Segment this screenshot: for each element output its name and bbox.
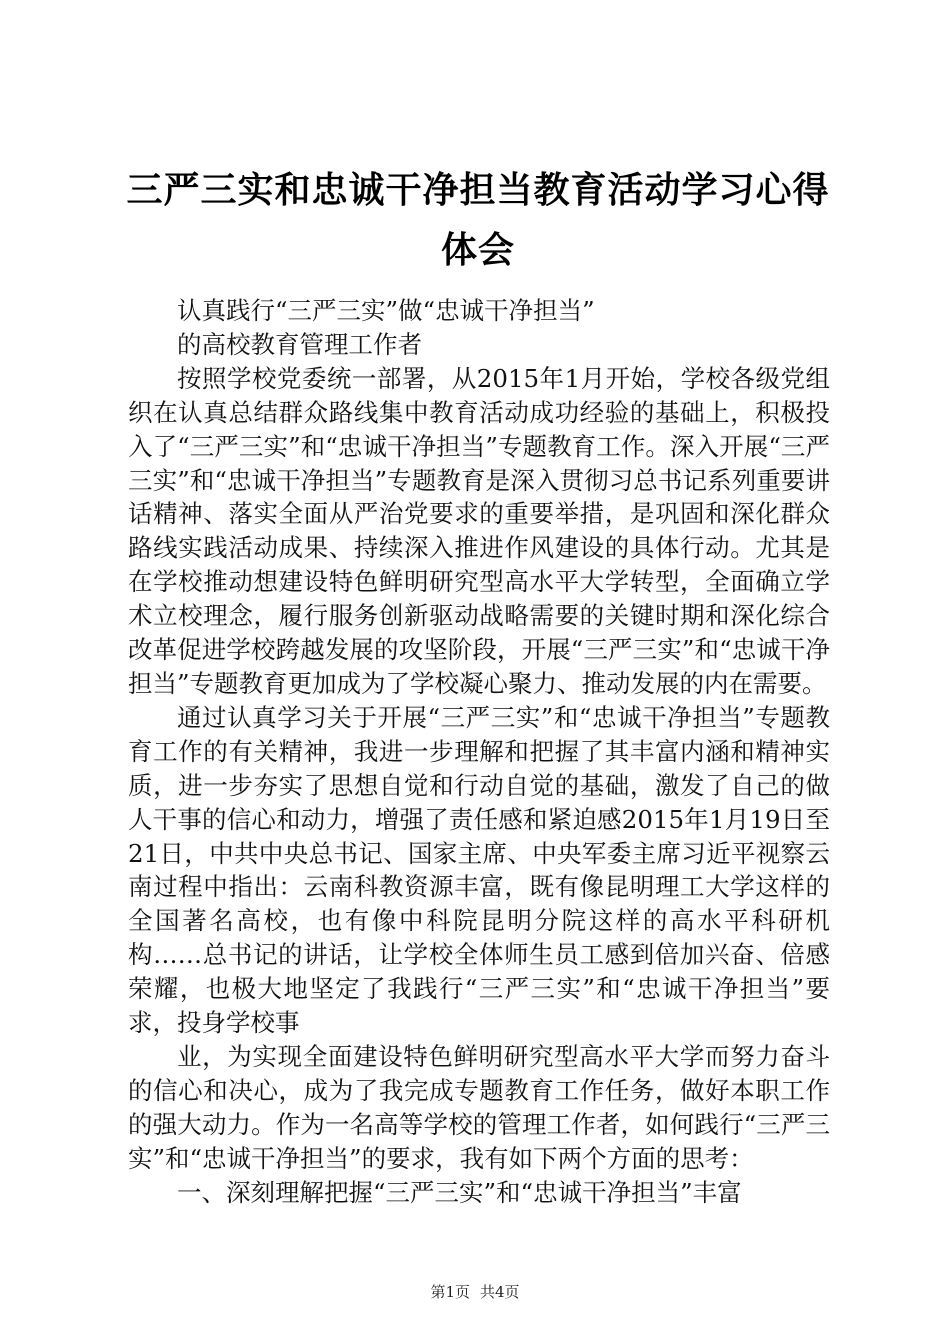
subtitle-line-1: 认真践行“三严三实”做“忠诚干净担当” <box>177 296 595 325</box>
body-paragraph: 通过认真学习关于开展“三严三实”和“忠诚干净担当”专题教育工作的有关精神，我进一步理解和把握了其丰富内涵和精神实质，进一步夯实了思想自觉和行动自觉的基础，激发了自己的做人干事的信心和动力，增强了责任感和紧迫感2015年1月19日至21日，中共中央总书记、国家主席、中央军委主席习近平视察云南过程中指出：云南科教资源丰富，既有像昆明理工大学这样的全国著名高校，也有像中科院昆明分院这样的高水平科研机构……总书记的讲话，让学校全体师生员工感到倍加兴奋、倍感荣耀，也极大地坚定了我践行“三严三实”和“忠诚干净担当”要求，投身学校事 <box>128 702 830 1038</box>
page-footer <box>0 1282 950 1302</box>
document-body <box>128 294 830 1209</box>
body-paragraph: 按照学校党委统一部署，从2015年1月开始，学校各级党组织在认真总结群众路线集中教育活动成功经验的基础上，积极投入了“三严三实”和“忠诚干净担当”专题教育工作。深入开展“三严三实”和“忠诚干净担当”专题教育是深入贯彻习总书记系列重要讲话精神、落实全面从严治党要求的重要举措，是巩固和深化群众路线实践活动成果、持续深入推进作风建设的具体行动。尤其是在学校推动想建设特色鲜明研究型高水平大学转型，全面确立学术立校理念，履行服务创新驱动战略需要的关键时期和深化综合改革促进学校跨越发展的攻坚阶段，开展“三严三实”和“忠诚干净担当”专题教育更加成为了学校凝心聚力、推动发展的内在需要。 <box>128 363 830 698</box>
document-title: 三严三实和忠诚干净担当教育活动学习心得体会 <box>126 169 830 271</box>
body-paragraph: 业，为实现全面建设特色鲜明研究型高水平大学而努力奋斗的信心和决心，成为了我完成专题教育工作任务，做好本职工作的强大动力。作为一名高等学校的管理工作者，如何践行“三严三实”和“忠诚干净担当”的要求，我有如下两个方面的思考： <box>128 1041 830 1173</box>
page-number: 第1页 <box>430 1283 470 1301</box>
subtitle-line-2: 的高校教育管理工作者 <box>177 329 422 359</box>
section-heading: 一、深刻理解把握“三严三实”和“忠诚干净担当”丰富 <box>177 1177 742 1207</box>
page-total: 共4页 <box>480 1283 520 1301</box>
